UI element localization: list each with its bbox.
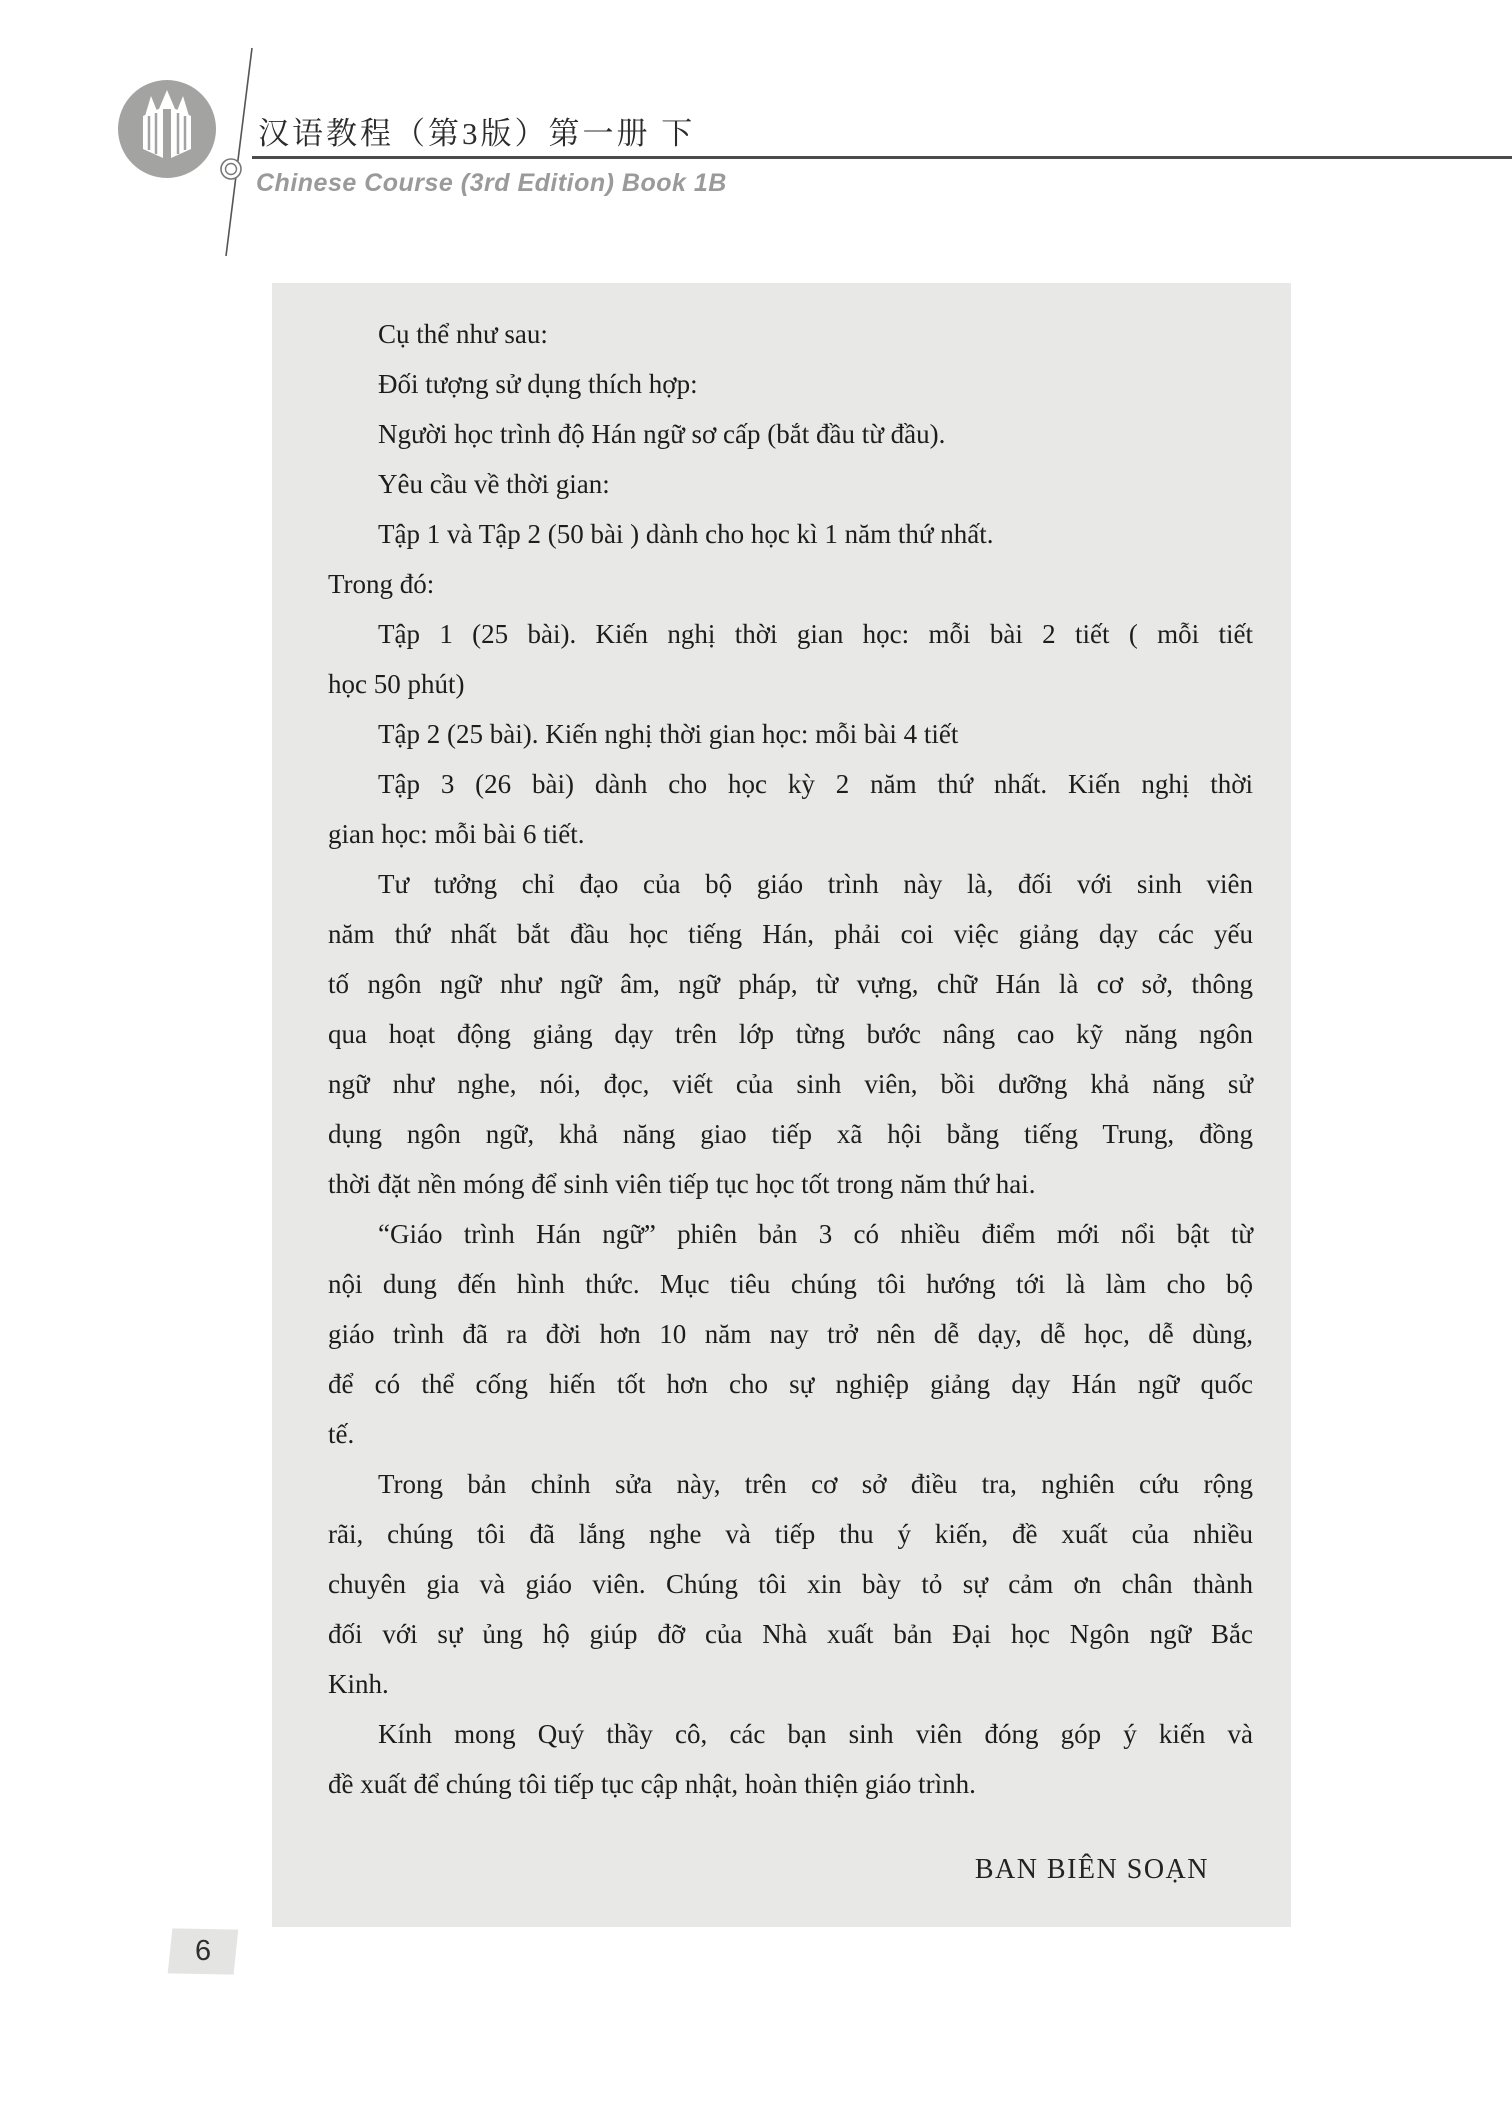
book-title-chinese: 汉语教程（第3版）第一册 下 (258, 116, 696, 151)
text-line: Yêu cầu về thời gian: (378, 469, 610, 499)
text-line: Tập 3 (26 bài) dành cho học kỳ 2 năm thứ nhất. Kiến nghị thời (378, 769, 1253, 799)
page-number-badge (168, 1928, 239, 1974)
text-line: thời đặt nền móng để sinh viên tiếp tục học tốt trong năm thứ hai. (328, 1169, 1036, 1199)
text-line: dụng ngôn ngữ, khả năng giao tiếp xã hội bằng tiếng Trung, đồng (328, 1119, 1253, 1149)
text-line: Trong bản chỉnh sửa này, trên cơ sở điều tra, nghiên cứu rộng (378, 1469, 1253, 1499)
page-number: 6 (194, 1934, 212, 1968)
text-line: tế. (328, 1419, 355, 1449)
text-line: Kinh. (328, 1669, 389, 1699)
text-line: chuyên gia và giáo viên. Chúng tôi xin bày tỏ sự cảm ơn chân thành (328, 1569, 1253, 1599)
text-line: tố ngôn ngữ như ngữ âm, ngữ pháp, từ vựng, chữ Hán là cơ sở, thông (328, 969, 1253, 999)
book-title-english: Chinese Course (3rd Edition) Book 1B (256, 169, 727, 197)
text-line: để có thể cống hiến tốt hơn cho sự nghiệp giảng dạy Hán ngữ quốc (328, 1369, 1253, 1399)
text-line: gian học: mỗi bài 6 tiết. (328, 819, 585, 849)
content-paragraphs (328, 309, 1253, 1809)
header-rule (252, 156, 1512, 159)
text-line: đối với sự ủng hộ giúp đỡ của Nhà xuất bản Đại học Ngôn ngữ Bắc (328, 1619, 1253, 1649)
text-line: Kính mong Quý thầy cô, các bạn sinh viên đóng góp ý kiến và (378, 1719, 1253, 1749)
text-line: Người học trình độ Hán ngữ sơ cấp (bắt đầu từ đầu). (378, 419, 946, 449)
text-line: Tập 1 (25 bài). Kiến nghị thời gian học: mỗi bài 2 tiết ( mỗi tiết (378, 619, 1253, 649)
text-line: năm thứ nhất bắt đầu học tiếng Hán, phải coi việc giảng dạy các yếu (328, 919, 1253, 949)
content-panel (272, 283, 1291, 1927)
text-line: “Giáo trình Hán ngữ” phiên bản 3 có nhiều điểm mới nổi bật từ (378, 1219, 1253, 1249)
text-line: Tập 1 và Tập 2 (50 bài ) dành cho học kì 1 năm thứ nhất. (378, 519, 994, 549)
signature: BAN BIÊN SOẠN (974, 1854, 1209, 1885)
text-line: Trong đó: (328, 569, 435, 599)
text-line: Đối tượng sử dụng thích hợp: (378, 369, 698, 399)
text-line: rãi, chúng tôi đã lắng nghe và tiếp thu ý kiến, đề xuất của nhiều (328, 1519, 1253, 1549)
text-line: Cụ thể như sau: (378, 319, 548, 349)
text-line: ngữ như nghe, nói, đọc, viết của sinh viên, bồi dưỡng khả năng sử (328, 1069, 1253, 1099)
text-line: giáo trình đã ra đời hơn 10 năm nay trở nên dễ dạy, dễ học, dễ dùng, (328, 1319, 1253, 1349)
text-line: Tư tưởng chỉ đạo của bộ giáo trình này là, đối với sinh viên (378, 869, 1253, 899)
text-line: học 50 phút) (328, 669, 465, 699)
text-line: Tập 2 (25 bài). Kiến nghị thời gian học: mỗi bài 4 tiết (378, 719, 959, 749)
text-line: nội dung đến hình thức. Mục tiêu chúng tôi hướng tới là làm cho bộ (328, 1269, 1253, 1299)
text-line: qua hoạt động giảng dạy trên lớp từng bước nâng cao kỹ năng ngôn (328, 1019, 1253, 1049)
text-line: đề xuất để chúng tôi tiếp tục cập nhật, hoàn thiện giáo trình. (328, 1769, 976, 1799)
